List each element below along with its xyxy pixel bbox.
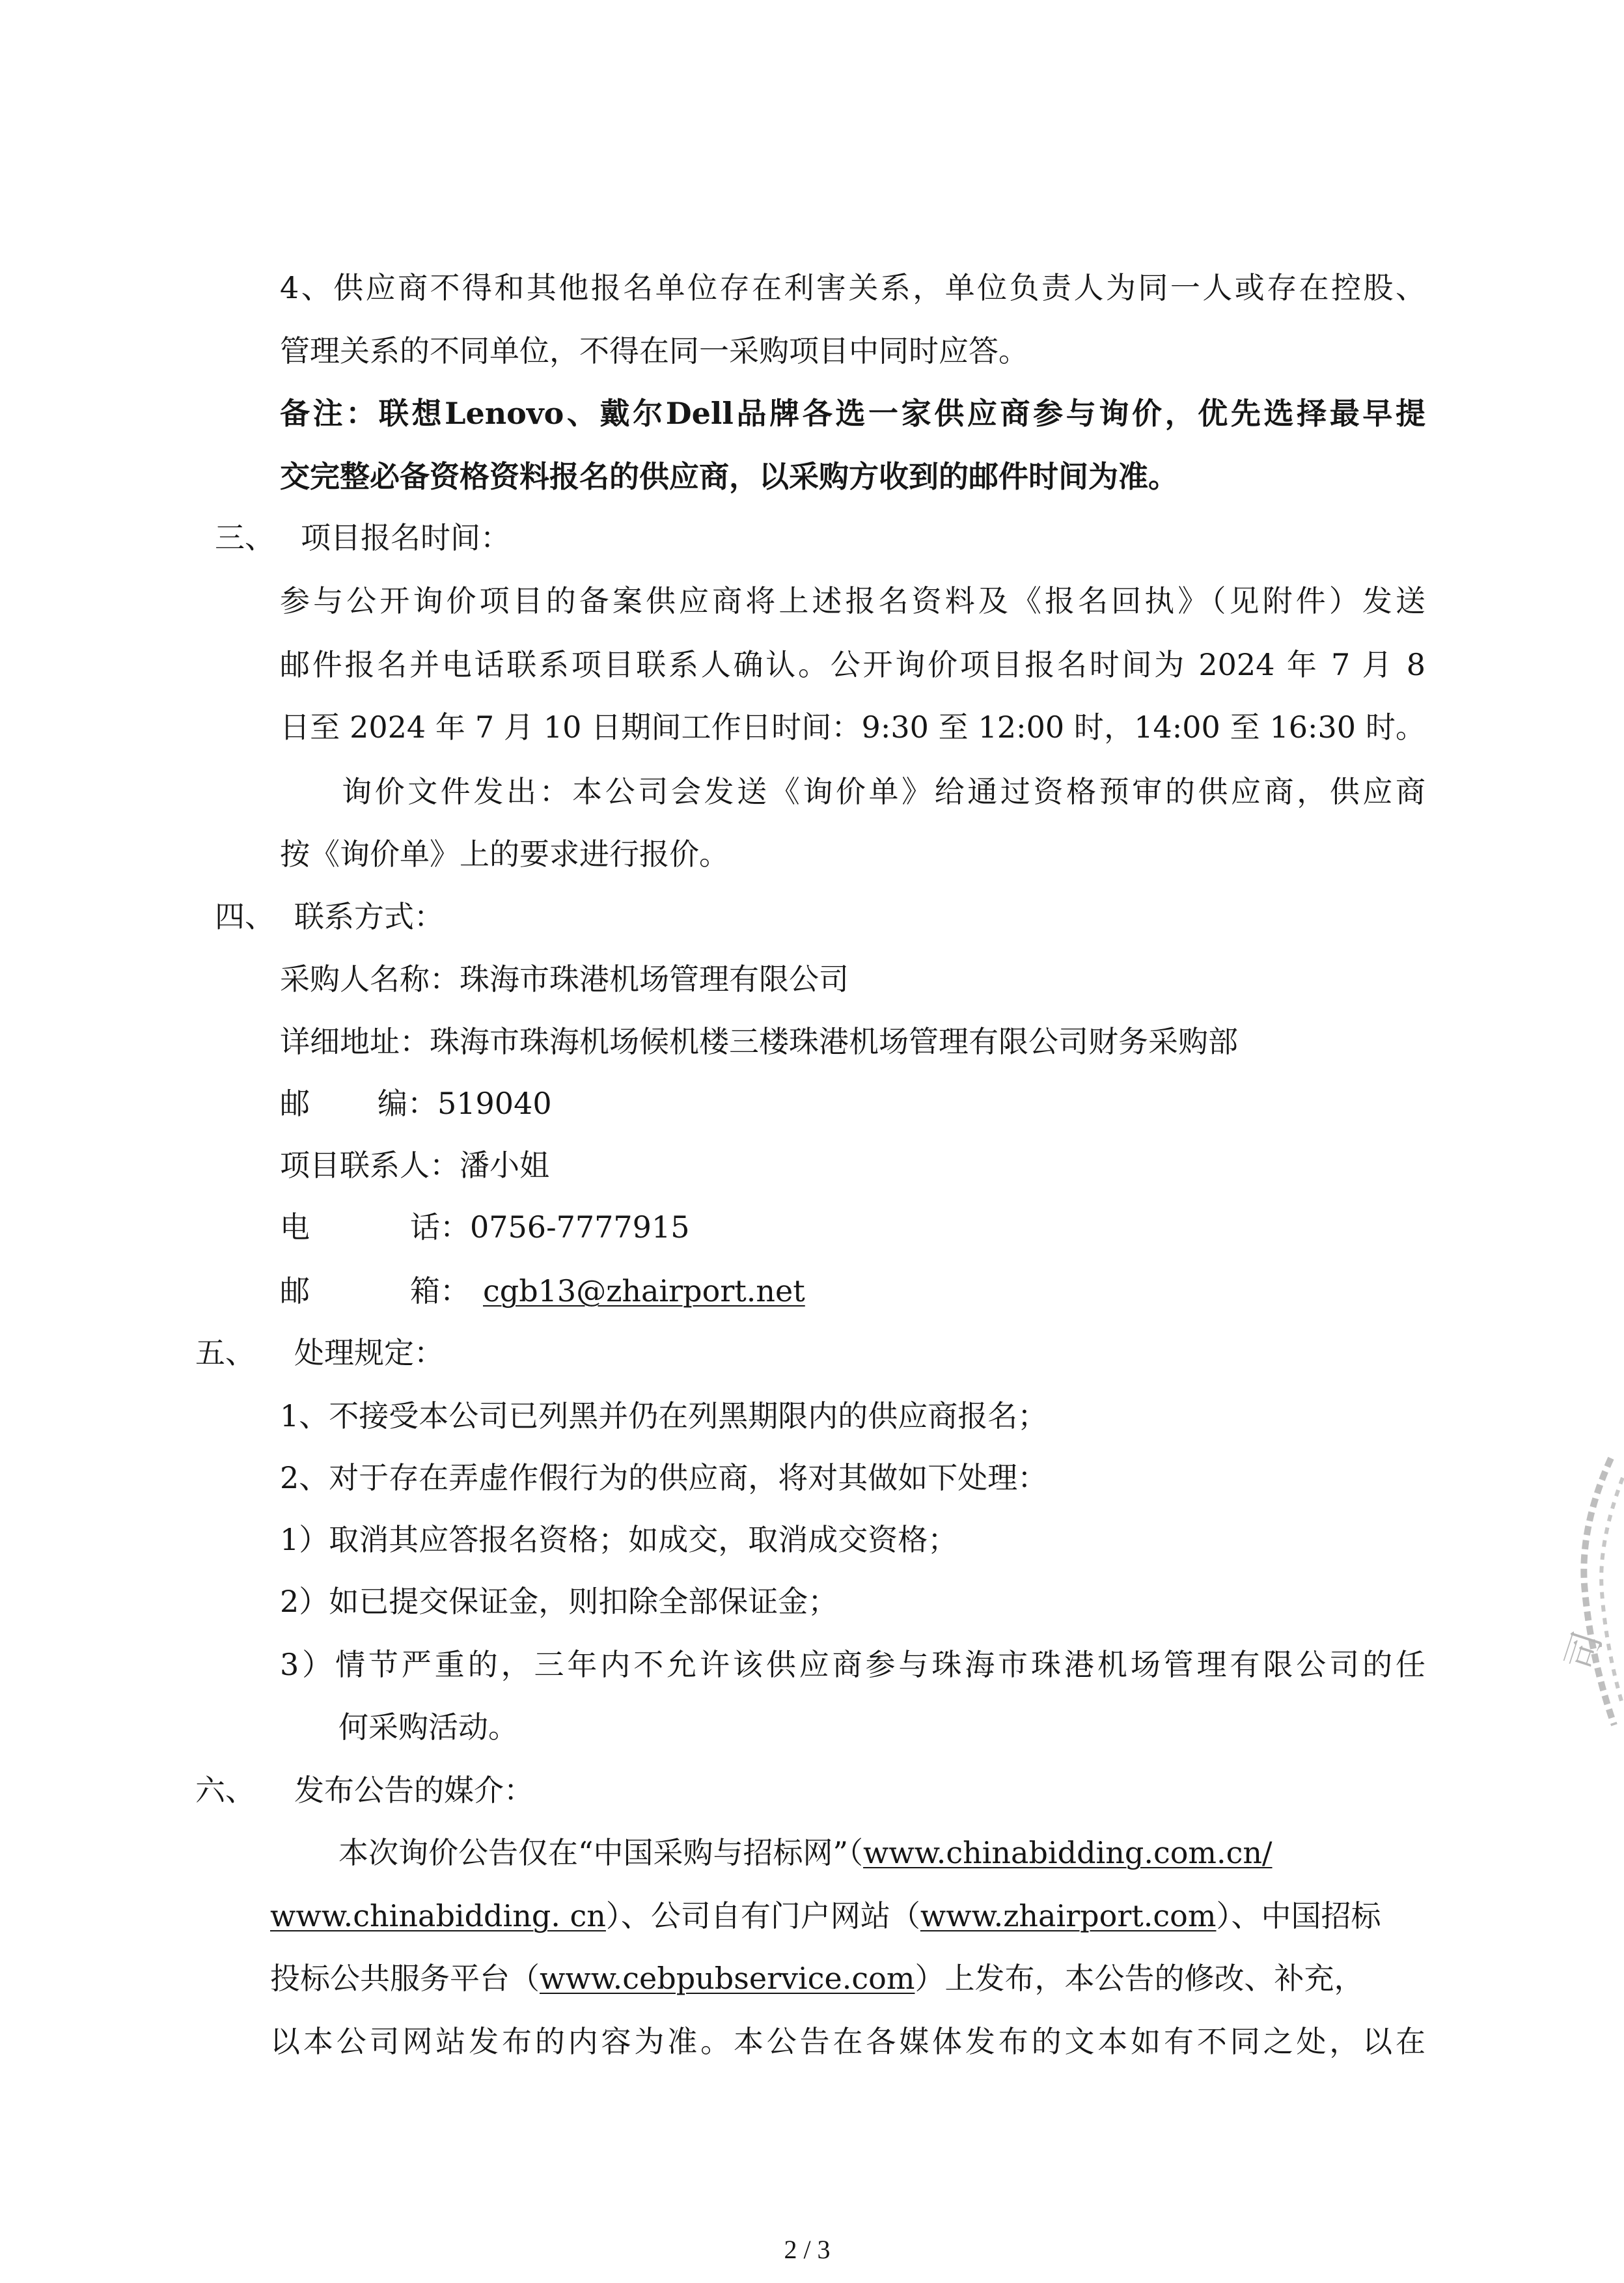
email-label-b: 箱： (410, 1273, 470, 1308)
postcode-value: 519040 (437, 1086, 552, 1121)
section4-number: 四、 (215, 899, 275, 934)
zhairport-link[interactable]: www.zhairport.com (920, 1898, 1217, 1933)
section5-sub2: 2）如已提交保证金，则扣除全部保证金； (280, 1584, 838, 1619)
section3-para2-line1: 询价文件发出：本公司会发送《询价单》给通过资格预审的供应商，供应商 (342, 774, 1425, 809)
section3-para2-line2: 按《询价单》上的要求进行报价。 (280, 837, 729, 872)
section5-rule2: 2、对于存在弄虚作假行为的供应商，将对其做如下处理： (280, 1460, 1048, 1495)
section6-title: 发布公告的媒介： (294, 1773, 534, 1808)
section6-line2-text-a: ）、公司自有门户网站（ (605, 1898, 920, 1933)
phone-row (280, 1208, 689, 1247)
section5-rule1: 1、不接受本公司已列黑并仍在列黑期限内的供应商报名； (280, 1398, 1048, 1433)
section5-title: 处理规定： (294, 1335, 444, 1370)
address-label: 详细地址： (280, 1024, 430, 1059)
address-value: 珠海市珠海机场候机楼三楼珠港机场管理有限公司财务采购部 (430, 1024, 1238, 1059)
section6-para-line2 (270, 1896, 1381, 1935)
contact-label: 项目联系人： (280, 1148, 460, 1183)
section6-line3-text-b: ）上发布，本公告的修改、补充， (915, 1961, 1364, 1996)
contact-row (280, 1146, 549, 1185)
section6-number: 六、 (195, 1773, 255, 1808)
partial-seal-stamp (1556, 1452, 1624, 1732)
section3-number: 三、 (215, 520, 275, 555)
phone-label-b: 话： (410, 1210, 470, 1245)
cebpubservice-link[interactable]: www.cebpubservice.com (540, 1961, 915, 1996)
section3-para1-line3: 日至 2024 年 7 月 10 日期间工作日时间：9:30 至 12:00 时，14:00 至 16:30 时。 (280, 710, 1425, 745)
email-row (280, 1271, 805, 1310)
email-link[interactable]: cgb13@zhairport.net (483, 1273, 805, 1308)
section6-para-line1 (338, 1833, 1273, 1872)
address-row (280, 1022, 1238, 1061)
phone-value: 0756-7777915 (470, 1210, 690, 1245)
section4-title: 联系方式： (294, 899, 444, 934)
note-line2: 交完整必备资格资料报名的供应商，以采购方收到的邮件时间为准。 (280, 459, 1178, 494)
section6-line1-text: 本次询价公告仅在“中国采购与招标网”（ (338, 1835, 864, 1870)
section5-sub3-line1: 3）情节严重的，三年内不允许该供应商参与珠海市珠港机场管理有限公司的任 (280, 1647, 1425, 1682)
section3-title: 项目报名时间： (301, 520, 510, 555)
section5-number: 五、 (195, 1335, 255, 1370)
section5-sub3-line2: 何采购活动。 (338, 1709, 518, 1745)
postcode-label-b: 编： (378, 1086, 437, 1121)
item4-line1: 4、供应商不得和其他报名单位存在利害关系，单位负责人为同一人或存在控股、 (280, 270, 1425, 305)
section3-para1-line1: 参与公开询价项目的备案供应商将上述报名资料及《报名回执》（见附件）发送 (280, 583, 1425, 618)
chinabidding-cn-link[interactable]: www.chinabidding. cn (270, 1898, 606, 1933)
section6-line2-text-b: ）、中国招标 (1216, 1898, 1381, 1933)
section6-line3-text-a: 投标公共服务平台（ (270, 1961, 540, 1996)
section6-para-line3 (270, 1959, 1364, 1998)
buyer-label: 采购人名称： (280, 962, 460, 997)
postcode-label-a: 邮 (280, 1086, 310, 1121)
note-line1: 备注：联想Lenovo、戴尔Dell品牌各选一家供应商参与询价，优先选择最早提 (280, 396, 1425, 431)
section3-para1-line2: 邮件报名并电话联系项目联系人确认。公开询价项目报名时间为 2024 年 7 月 8 (280, 647, 1425, 682)
buyer-row (280, 960, 849, 999)
contact-value: 潘小姐 (460, 1148, 549, 1183)
chinabidding-com-cn-link[interactable]: www.chinabidding.com.cn/ (863, 1835, 1273, 1870)
page-number: 2 / 3 (784, 2235, 831, 2264)
buyer-value: 珠海市珠港机场管理有限公司 (460, 962, 849, 997)
item4-line2: 管理关系的不同单位，不得在同一采购项目中同时应答。 (280, 333, 1028, 368)
email-label-a: 邮 (280, 1273, 310, 1308)
section6-para-line4: 以本公司网站发布的内容为准。本公告在各媒体发布的文本如有不同之处，以在 (270, 2024, 1425, 2059)
seal-text: 司 (1556, 1626, 1611, 1676)
section5-sub1: 1）取消其应答报名资格；如成交，取消成交资格； (280, 1522, 958, 1557)
phone-label-a: 电 (280, 1210, 310, 1245)
postcode-row (280, 1084, 552, 1123)
